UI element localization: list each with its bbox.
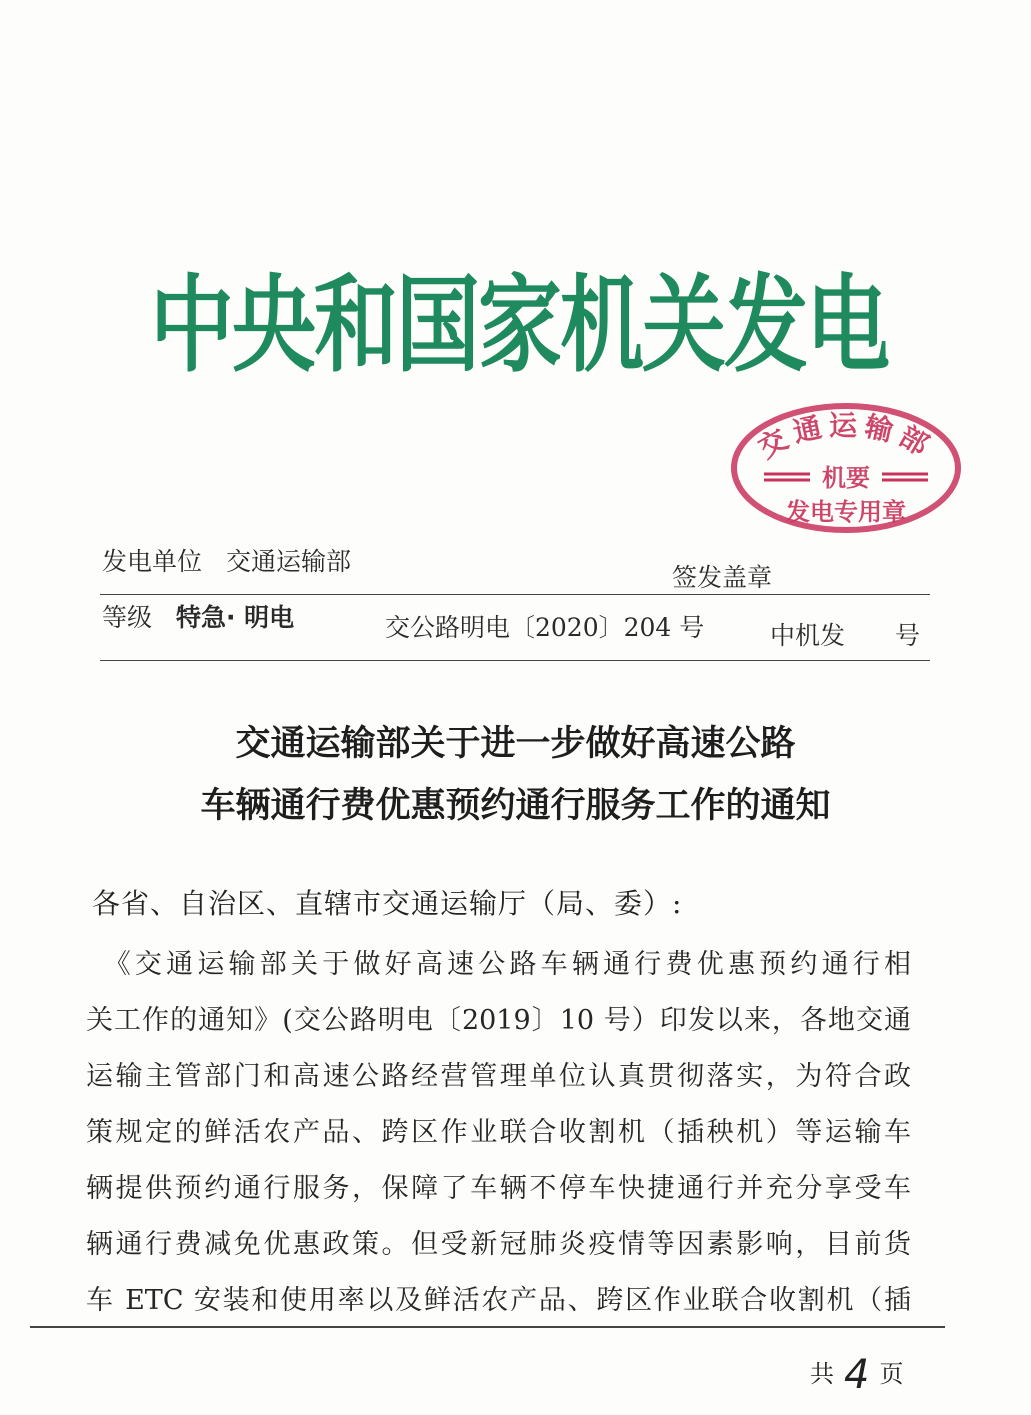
header-rule-top xyxy=(100,594,930,595)
central-number: 中机发 号 xyxy=(770,621,921,650)
page-count-suffix: 页 xyxy=(879,1360,904,1388)
body-line: 策规定的鲜活农产品、跨区作业联合收割机（插秧机）等运输车 xyxy=(86,1117,911,1148)
seal-bottom-text: 发电专用章 xyxy=(786,498,906,526)
page-count xyxy=(810,1346,904,1398)
body-line: 车 ETC 安装和使用率以及鲜活农产品、跨区作业联合收割机（插 xyxy=(86,1285,911,1316)
level-label: 等级 xyxy=(102,603,153,632)
doc-number: 交公路明电〔2020〕204 号 xyxy=(385,613,705,642)
body-line: 关工作的通知》(交公路明电〔2019〕10 号）印发以来，各地交通 xyxy=(86,1005,911,1036)
page-count-total: 4 xyxy=(844,1352,870,1398)
sign-label: 签发盖章 xyxy=(672,563,773,592)
body-line: 《交通运输部关于做好高速公路车辆通行费优惠预约通行相 xyxy=(86,949,911,980)
body-line: 辆提供预约通行服务，保障了车辆不停车快捷通行并充分享受车 xyxy=(86,1173,911,1204)
sender-row xyxy=(102,542,351,578)
sender-label: 发电单位 xyxy=(102,547,203,576)
masthead-title: 中央和国家机关发电 xyxy=(150,263,889,387)
body-line: 运输主管部门和高速公路经营管理单位认真贯彻落实，为符合政 xyxy=(86,1061,911,1092)
level-value: 特急· 明电 xyxy=(175,603,295,632)
body-line: 辆通行费减免优惠政策。但受新冠肺炎疫情等因素影响，目前货 xyxy=(86,1229,911,1260)
seal-top-text: 交通运输部 xyxy=(752,408,940,465)
seal-middle-text: 机要 xyxy=(822,464,870,492)
header-rule-bottom xyxy=(100,660,930,661)
sender-value: 交通运输部 xyxy=(225,547,351,576)
page-count-prefix: 共 xyxy=(810,1360,834,1388)
notice-title-line-1: 交通运输部关于进一步做好高速公路 xyxy=(235,723,796,764)
official-seal xyxy=(726,398,966,538)
notice-title-line-2: 车辆通行费优惠预约通行服务工作的通知 xyxy=(200,785,831,826)
level-row xyxy=(102,598,294,634)
footer-rule xyxy=(30,1326,945,1328)
seal-graphic xyxy=(726,398,966,538)
salutation: 各省、自治区、直辖市交通运输厅（局、委）: xyxy=(92,887,683,920)
